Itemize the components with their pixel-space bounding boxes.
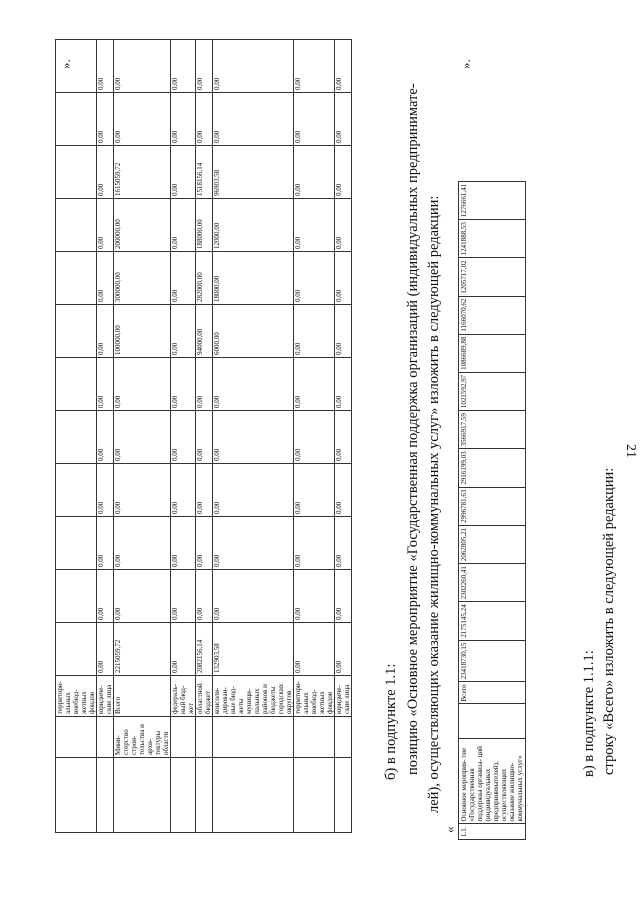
value-cell — [56, 199, 97, 252]
value-cell: 18000,00 — [213, 252, 294, 305]
value-cell: 0,00 — [213, 464, 294, 517]
value-cell: 1086689,88 — [459, 334, 526, 372]
value-cell: 0,00 — [171, 411, 196, 464]
value-cell — [56, 305, 97, 358]
table-cell — [213, 758, 294, 833]
paragraph-b-line2: лей), осуществляющих оказание жилищно-коммунальных услуг» изложить в следующей редакции: — [426, 195, 442, 813]
value-cell: 0,00 — [97, 570, 114, 623]
value-cell: 0,00 — [294, 411, 335, 464]
table-row — [335, 40, 352, 833]
value-cell — [56, 358, 97, 411]
table-cell — [335, 717, 352, 758]
row-number: 1.1. — [459, 824, 526, 840]
value-cell: 0,00 — [213, 358, 294, 411]
value-cell: 0,00 — [171, 570, 196, 623]
value-cell: 0,00 — [114, 40, 171, 93]
value-cell: 0,00 — [335, 411, 352, 464]
value-cell: 0,00 — [171, 517, 196, 570]
value-cell: 0,00 — [335, 93, 352, 146]
value-cell: 0,00 — [335, 305, 352, 358]
value-cell: 0,00 — [171, 146, 196, 199]
value-cell: 0,00 — [97, 623, 114, 676]
value-cell: 0,00 — [335, 40, 352, 93]
value-cell: 0,00 — [294, 358, 335, 411]
paragraph-b-line1: позицию «Основное мероприятие «Государственная поддержка организаций (индивидуальных предпринимате- — [405, 83, 421, 775]
source-label: территори- альных внебюд- жетных фондов — [294, 676, 335, 717]
value-cell: 0,00 — [294, 199, 335, 252]
value-cell: 0,00 — [114, 358, 171, 411]
value-cell: 2082156,14 — [196, 623, 213, 676]
value-cell: 0,00 — [213, 570, 294, 623]
source-label: федераль- ный бюд- жет — [171, 676, 196, 717]
value-cell: 282000,00 — [196, 252, 213, 305]
main-activity-table — [458, 181, 526, 840]
value-cell: 0,00 — [114, 517, 171, 570]
value-cell — [56, 623, 97, 676]
value-cell: 0,00 — [114, 93, 171, 146]
source-label: Всего — [114, 676, 171, 717]
table-cell — [294, 717, 335, 758]
table-row — [196, 40, 213, 833]
value-cell — [56, 570, 97, 623]
table-cell — [97, 758, 114, 833]
table-cell — [97, 717, 114, 758]
value-cell: 0,00 — [335, 517, 352, 570]
value-cell: 0,00 — [294, 93, 335, 146]
value-cell: 0,00 — [196, 40, 213, 93]
value-cell: 0,00 — [213, 411, 294, 464]
value-cell: 0,00 — [171, 93, 196, 146]
value-cell: 2215059,72 — [114, 623, 171, 676]
closing-quote: ». — [58, 59, 73, 69]
value-cell: 1518156,14 — [196, 146, 213, 199]
value-cell: 0,00 — [196, 464, 213, 517]
value-cell: 0,00 — [294, 517, 335, 570]
value-cell — [56, 146, 97, 199]
table-cell: Мини- стерство строи- тельства и архи- тектуры области — [114, 717, 171, 758]
page-number: 21 — [623, 444, 638, 458]
source-label: областной бюджет — [196, 676, 213, 717]
value-cell — [56, 411, 97, 464]
value-cell: 0,00 — [196, 411, 213, 464]
value-cell: 0,00 — [335, 199, 352, 252]
table-row — [459, 181, 526, 839]
value-cell: 2996781,63 — [459, 487, 526, 525]
value-cell — [56, 464, 97, 517]
value-cell: 0,00 — [335, 464, 352, 517]
value-cell: 0,00 — [114, 464, 171, 517]
opening-quote: « — [442, 826, 457, 833]
value-cell: 0,00 — [213, 93, 294, 146]
value-cell: 0,00 — [97, 305, 114, 358]
value-cell: 0,00 — [114, 570, 171, 623]
value-cell: 0,00 — [97, 358, 114, 411]
value-cell: 0,00 — [97, 411, 114, 464]
value-cell: 0,00 — [294, 305, 335, 358]
value-cell: 1021592,97 — [459, 372, 526, 410]
value-cell: 0,00 — [213, 517, 294, 570]
table-cell — [171, 717, 196, 758]
value-cell: 0,00 — [335, 146, 352, 199]
value-cell: 0,00 — [171, 358, 196, 411]
value-cell: 96903,58 — [213, 146, 294, 199]
value-cell: 0,00 — [171, 252, 196, 305]
source-label: территори- альных внебюд- жетных фондов — [56, 676, 97, 717]
source-label: консоли- дирован- ные бюд- жеты муници- пальных районов и бюджеты городских округов — [213, 676, 294, 717]
value-cell: 94000,00 — [196, 305, 213, 358]
financing-table — [55, 39, 352, 833]
table-row — [56, 40, 97, 833]
table-cell — [196, 717, 213, 758]
value-cell: 0,00 — [97, 252, 114, 305]
table-row — [213, 40, 294, 833]
table-row — [171, 40, 196, 833]
table-row — [97, 40, 114, 833]
value-cell: 1276661,41 — [459, 181, 526, 219]
value-cell: 0,00 — [171, 464, 196, 517]
table-cell — [56, 758, 97, 833]
paragraph-v-line1: строку «Всего» изложить в следующей редакции: — [601, 467, 617, 775]
paragraph-v: в) в подпункте 1.1.1: — [581, 650, 597, 777]
value-cell: 0,00 — [171, 199, 196, 252]
value-cell: 1615059,72 — [114, 146, 171, 199]
value-cell: 188000,00 — [196, 199, 213, 252]
value-cell: 0,00 — [294, 570, 335, 623]
row-label: Всего — [459, 682, 526, 704]
value-cell: 0,00 — [294, 623, 335, 676]
value-cell: 1241888,53 — [459, 220, 526, 258]
value-cell: 0,00 — [335, 358, 352, 411]
value-cell: 1166070,62 — [459, 296, 526, 334]
value-cell: 0,00 — [171, 623, 196, 676]
value-cell: 0,00 — [335, 570, 352, 623]
activity-name: Основное мероприя- тие «Государственная поддержка организа- ций (индивидуальных предпринимателей), осуществляющих оказание жилищно- коммунальных услуг» — [459, 739, 526, 824]
value-cell: 0,00 — [335, 623, 352, 676]
table-cell — [171, 758, 196, 833]
value-cell: 1205717,02 — [459, 258, 526, 296]
empty-cell — [459, 704, 526, 739]
value-cell — [56, 517, 97, 570]
value-cell: 0,00 — [171, 305, 196, 358]
value-cell: 300000,00 — [114, 252, 171, 305]
source-label: юридиче- ские лица — [335, 676, 352, 717]
value-cell: 0,00 — [97, 464, 114, 517]
value-cell: 0,00 — [294, 40, 335, 93]
value-cell: 132903,58 — [213, 623, 294, 676]
value-cell: 0,00 — [196, 517, 213, 570]
value-cell: 0,00 — [97, 517, 114, 570]
value-cell: 0,00 — [294, 252, 335, 305]
value-cell: 0,00 — [114, 411, 171, 464]
value-cell — [56, 252, 97, 305]
value-cell: 0,00 — [196, 570, 213, 623]
value-cell: 0,00 — [294, 146, 335, 199]
value-cell: 0,00 — [97, 146, 114, 199]
table-row — [294, 40, 335, 833]
source-label: юридиче- ские лица — [97, 676, 114, 717]
value-cell: 100000,00 — [114, 305, 171, 358]
table-cell — [335, 758, 352, 833]
value-cell: 0,00 — [97, 40, 114, 93]
table-cell — [114, 758, 171, 833]
value-cell: 0,00 — [97, 199, 114, 252]
value-cell: 0,00 — [294, 464, 335, 517]
value-cell: 0,00 — [196, 93, 213, 146]
value-cell: 0,00 — [171, 40, 196, 93]
value-cell: 2302260,41 — [459, 564, 526, 602]
table-cell — [294, 758, 335, 833]
value-cell: 0,00 — [335, 252, 352, 305]
value-cell: 2175145,24 — [459, 602, 526, 640]
paragraph-b: б) в подпункте 1.1: — [383, 663, 399, 780]
value-cell: 3566917,59 — [459, 411, 526, 449]
value-cell — [56, 93, 97, 146]
value-cell: 0,00 — [97, 93, 114, 146]
value-cell: 200000,00 — [114, 199, 171, 252]
value-cell: 6000,00 — [213, 305, 294, 358]
table-cell — [56, 717, 97, 758]
table-row — [114, 40, 171, 833]
value-cell: 2062805,21 — [459, 525, 526, 563]
value-cell: 0,00 — [196, 358, 213, 411]
closing-quote-2: ». — [458, 59, 473, 69]
table-cell — [196, 758, 213, 833]
value-cell: 23418730,15 — [459, 640, 526, 682]
value-cell: 0,00 — [213, 40, 294, 93]
table-cell — [213, 717, 294, 758]
value-cell: 12000,00 — [213, 199, 294, 252]
value-cell: 2916199,03 — [459, 449, 526, 487]
